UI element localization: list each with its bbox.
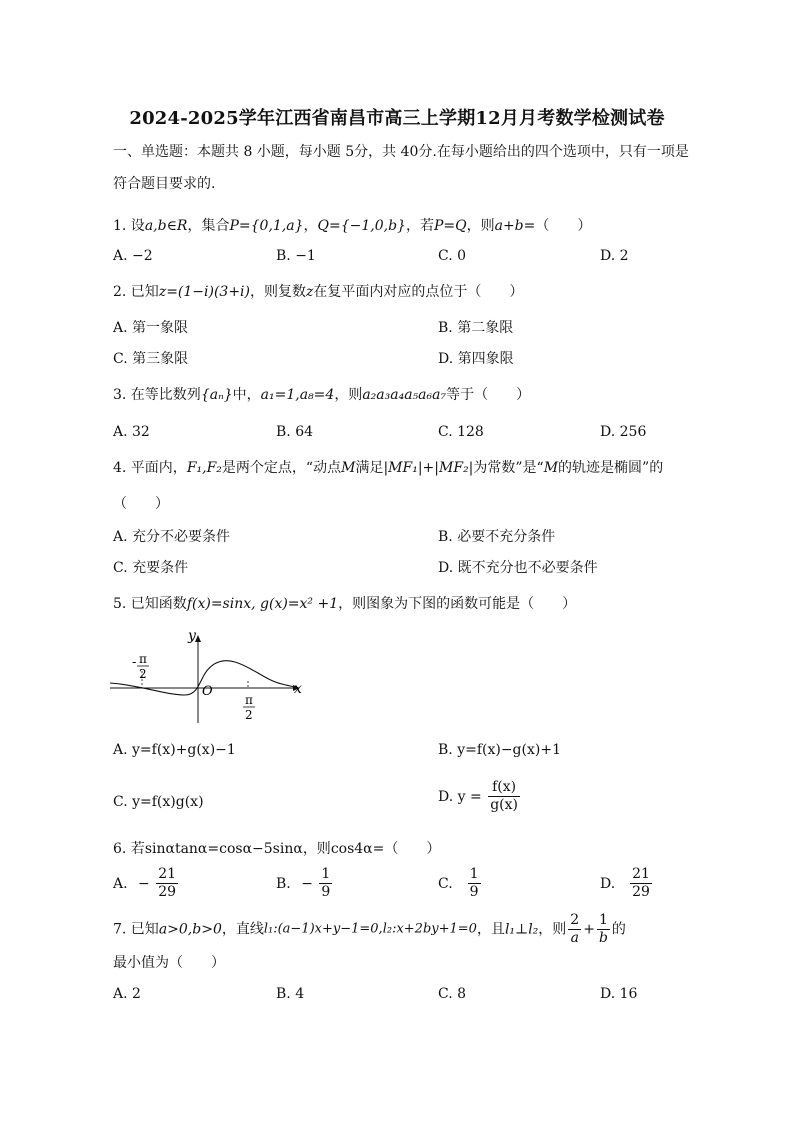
q6-option-a-fraction [156,866,178,901]
q3-text: 等于（ ） [446,387,531,403]
question-7-stem [113,912,626,947]
q7-option-c: C. 8 [438,986,467,1002]
q3-math: {aₙ} [200,387,233,403]
q4-option-a: A. 充分不必要条件 [113,529,231,545]
q4-text: 满足 [355,460,384,476]
q4-text: 为常数”是“ [473,460,544,476]
q1-option-c: C. 0 [438,248,467,264]
q7-plus: + [583,921,595,938]
q6-option-c [438,866,483,901]
option-label: C. [438,875,453,892]
q1-text: （ ） [535,218,592,234]
q6-option-b-fraction [319,866,332,901]
q5-option-d-label: D. [438,788,454,805]
q2-option-b: B. 第二象限 [438,320,514,336]
q3-math: a₁=1,a₈=4 [260,387,335,403]
option-sign: − [138,875,150,892]
q3-text: 中， [232,387,261,403]
q7-option-b: B. 4 [276,986,305,1002]
left-tick-minus: - [132,655,137,670]
q6-text: 6. 若 [113,841,145,857]
q2-math: z=(1−i)(3+i) [158,284,250,300]
q7-text: ，且 [476,921,505,938]
fraction-numerator: 21 [158,866,177,882]
q2-option-c: C. 第三象限 [113,351,189,367]
q7-fraction-1 [568,912,581,947]
fraction-denominator: b [598,930,608,946]
question-6-stem [113,839,440,859]
fraction-denominator: g(x) [490,797,518,813]
q4-math: F₁,F₂ [186,460,222,476]
question-4-stem [113,458,663,478]
q5-text: ，则图象为下图的函数可能是（ ） [338,596,577,612]
q5-option-b: B. y=f(x)−g(x)+1 [438,742,561,758]
q6-math: cos4α= [330,841,385,857]
q4-text: 是两个定点，“动点 [221,460,342,476]
question-7-stem-line2: 最小值为（ ） [113,955,225,971]
q1-text: ， [303,218,318,234]
q7-text: ，则 [538,921,567,938]
q1-text: 1. 设 [113,218,145,234]
q1-math: a+b= [494,218,536,234]
fraction-numerator: 1 [469,866,479,882]
q6-option-b [276,866,334,901]
origin-label: O [202,684,213,699]
q5-option-c: C. y=f(x)g(x) [113,794,204,810]
q3-option-c: C. 128 [438,424,484,440]
fraction-denominator: 9 [469,884,479,900]
q6-option-c-fraction [468,866,481,901]
q1-math: P=Q [433,218,467,234]
q1-text: ，集合 [187,218,230,234]
q2-option-d: D. 第四象限 [438,351,514,367]
fraction-numerator: f(x) [488,779,520,797]
q4-option-c: C. 充要条件 [113,560,189,576]
q1-math: Q={−1,0,b} [317,218,406,234]
fraction-numerator: 21 [632,866,650,882]
q6-math: sinαtanα=cosα−5sinα [144,841,303,857]
q4-option-b: B. 必要不充分条件 [438,529,556,545]
q6-text: ，则 [302,841,331,857]
question-1-stem [113,216,591,236]
q6-option-a [113,866,180,901]
q7-math: l₁⊥l₂ [504,921,539,938]
q7-option-d: D. 16 [600,986,638,1002]
q5-option-d-expr: y = [457,788,482,805]
q1-math: a,b∈R [144,218,188,234]
option-sign: − [301,875,313,892]
question-4-stem-line2: （ ） [113,496,169,512]
q5-text: 5. 已知函数 [113,596,187,612]
q2-option-a: A. 第一象限 [113,320,189,336]
q3-option-a: A. 32 [113,424,150,440]
y-axis-label: y [188,628,196,644]
q1-option-b: B. −1 [276,248,316,264]
q7-text: 7. 已知 [113,921,159,938]
left-tick-numerator: π [139,652,147,666]
q7-text: ，直线 [221,921,264,938]
q6-option-d [600,866,654,901]
section-instructions-line2: 符合题目要求的. [113,176,216,192]
q4-math: M [341,460,356,476]
fraction-numerator: 1 [321,866,331,882]
option-label: B. [276,875,291,892]
q2-text: 在复平面内对应的点位于（ ） [313,284,524,300]
q1-math: P={0,1,a} [229,218,304,234]
q5-option-d-fraction [488,779,520,814]
q4-option-d: D. 既不充分也不必要条件 [438,560,598,576]
fraction-numerator: 1 [597,912,610,930]
q3-option-b: B. 64 [276,424,314,440]
q4-math: |MF₁|+|MF₂| [383,460,474,476]
q3-text: ，则 [334,387,363,403]
question-5-stem [113,594,576,614]
right-tick-denominator: 2 [245,708,253,722]
option-label: A. [113,875,128,892]
q3-option-d: D. 256 [600,424,647,440]
q2-text: 2. 已知 [113,284,159,300]
q7-fraction-2 [597,912,610,947]
fraction-numerator: 2 [570,912,580,928]
q7-option-a: A. 2 [113,986,141,1002]
q6-option-d-fraction [630,866,652,901]
fraction-denominator: 29 [158,884,177,900]
q1-option-a: A. −2 [113,248,153,264]
q2-text: ，则复数 [250,284,306,300]
q4-text: 的轨迹是椭圆”的 [558,460,664,476]
q1-text: ，则 [466,218,495,234]
option-label: D. [600,875,616,892]
q3-text: 3. 在等比数列 [113,387,201,403]
q7-math: l₁:(a−1)x+y−1=0,l₂:x+2by+1=0 [263,921,477,937]
q1-text: ，若 [405,218,434,234]
fraction-denominator: 29 [632,884,650,900]
q4-text: 4. 平面内， [113,460,187,476]
fraction-denominator: 9 [321,884,331,900]
question-2-stem [113,282,523,302]
left-tick-denominator: 2 [139,667,147,681]
q5-option-a: A. y=f(x)+g(x)−1 [113,742,236,758]
function-graph [110,625,310,725]
q5-option-d [438,779,522,814]
section-instructions-line1: 一、单选题：本题共 8 小题，每小题 5分，共 40分.在每小题给出的四个选项中，只有一项是 [113,144,689,160]
q1-option-d: D. 2 [600,248,629,264]
q7-math: a>0,b>0 [158,921,222,938]
q2-math: z [306,284,314,300]
q4-math: M [543,460,559,476]
q7-text: 的 [611,921,626,938]
q6-text: （ ） [384,841,441,857]
q5-math: f(x)=sinx, g(x)=x² +1 [186,596,339,612]
fraction-denominator: a [570,930,579,946]
right-tick-numerator: π [245,693,253,707]
question-3-stem [113,385,530,405]
x-axis-label: x [294,681,302,697]
q3-math: a₂a₃a₄a₅a₆a₇ [362,387,447,403]
exam-title: 2024-2025学年江西省南昌市高三上学期12月月考数学检测试卷 [129,108,665,129]
